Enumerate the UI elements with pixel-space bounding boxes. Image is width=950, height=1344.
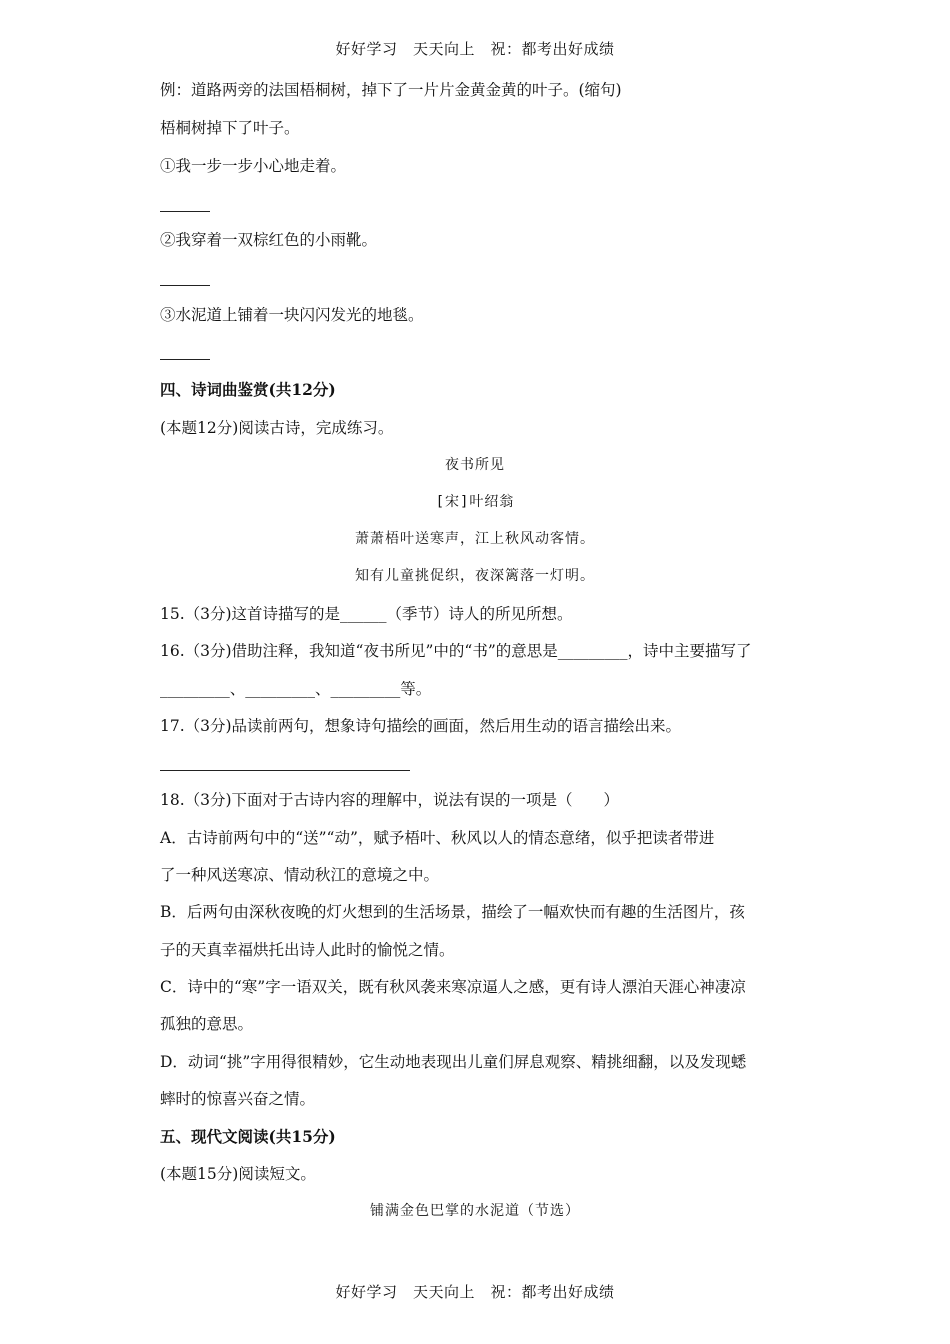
poem-line: 萧萧梧叶送寒声，江上秋风动客情。 (355, 531, 595, 547)
option-b-cont: 子的天真幸福烘托出诗人此时的愉悦之情。 (160, 941, 455, 959)
passage-title: 铺满金色巴掌的水泥道（节选） (370, 1203, 580, 1219)
option-a[interactable]: A．古诗前两句中的“送”“动”，赋予梧叶、秋风以人的情态意绪，似乎把读者带进 (160, 829, 715, 847)
answer-blank[interactable] (160, 211, 210, 212)
page-footer: 好好学习 天天向上 祝：都考出好成绩 (335, 1283, 615, 1301)
option-b[interactable]: B．后两句由深秋夜晚的灯火想到的生活场景，描绘了一幅欢快而有趣的生活图片，孩 (160, 903, 745, 921)
exercise-item: ②我穿着一双棕红色的小雨靴。 (160, 231, 378, 249)
option-a-cont: 了一种风送寒凉、情动秋江的意境之中。 (160, 866, 440, 884)
question-15: 15.（3分)这首诗描写的是______（季节）诗人的所见所想。 (160, 605, 573, 623)
answer-blank[interactable] (160, 359, 210, 360)
poem-author: [宋]叶绍翁 (435, 494, 515, 510)
section-title: 五、现代文阅读(共15分) (160, 1127, 336, 1146)
section-title: 四、诗词曲鉴赏(共12分) (160, 380, 336, 399)
page-header: 好好学习 天天向上 祝：都考出好成绩 (335, 40, 615, 58)
poem-line: 知有儿童挑促织，夜深篱落一灯明。 (355, 568, 595, 584)
question-18: 18.（3分)下面对于古诗内容的理解中，说法有误的一项是（ ） (160, 791, 620, 809)
section-intro: (本题12分)阅读古诗，完成练习。 (160, 419, 394, 437)
exercise-item: ①我一步一步小心地走着。 (160, 157, 347, 175)
answer-blank[interactable] (160, 285, 210, 286)
answer-blank[interactable] (160, 770, 410, 771)
section-intro: (本题15分)阅读短文。 (160, 1165, 316, 1183)
option-d-cont: 蟀时的惊喜兴奋之情。 (160, 1090, 316, 1108)
question-16-cont: _________、_________、_________等。 (160, 680, 432, 698)
example-answer: 梧桐树掉下了叶子。 (160, 119, 300, 137)
example-sentence: 例：道路两旁的法国梧桐树，掉下了一片片金黄金黄的叶子。(缩句) (160, 81, 622, 99)
poem-title: 夜书所见 (445, 457, 505, 473)
question-16: 16.（3分)借助注释，我知道“夜书所见”中的“书”的意思是_________，诗中主要描写了 (160, 642, 752, 660)
question-17: 17.（3分)品读前两句，想象诗句描绘的画面，然后用生动的语言描绘出来。 (160, 717, 682, 735)
option-c[interactable]: C．诗中的“寒”字一语双关，既有秋风袭来寒凉逼人之感，更有诗人漂泊天涯心神凄凉 (160, 978, 746, 996)
option-c-cont: 孤独的意思。 (160, 1015, 254, 1033)
exercise-item: ③水泥道上铺着一块闪闪发光的地毯。 (160, 306, 424, 324)
option-d[interactable]: D．动词“挑”字用得很精妙，它生动地表现出儿童们屏息观察、精挑细翻，以及发现蟋 (160, 1053, 747, 1071)
